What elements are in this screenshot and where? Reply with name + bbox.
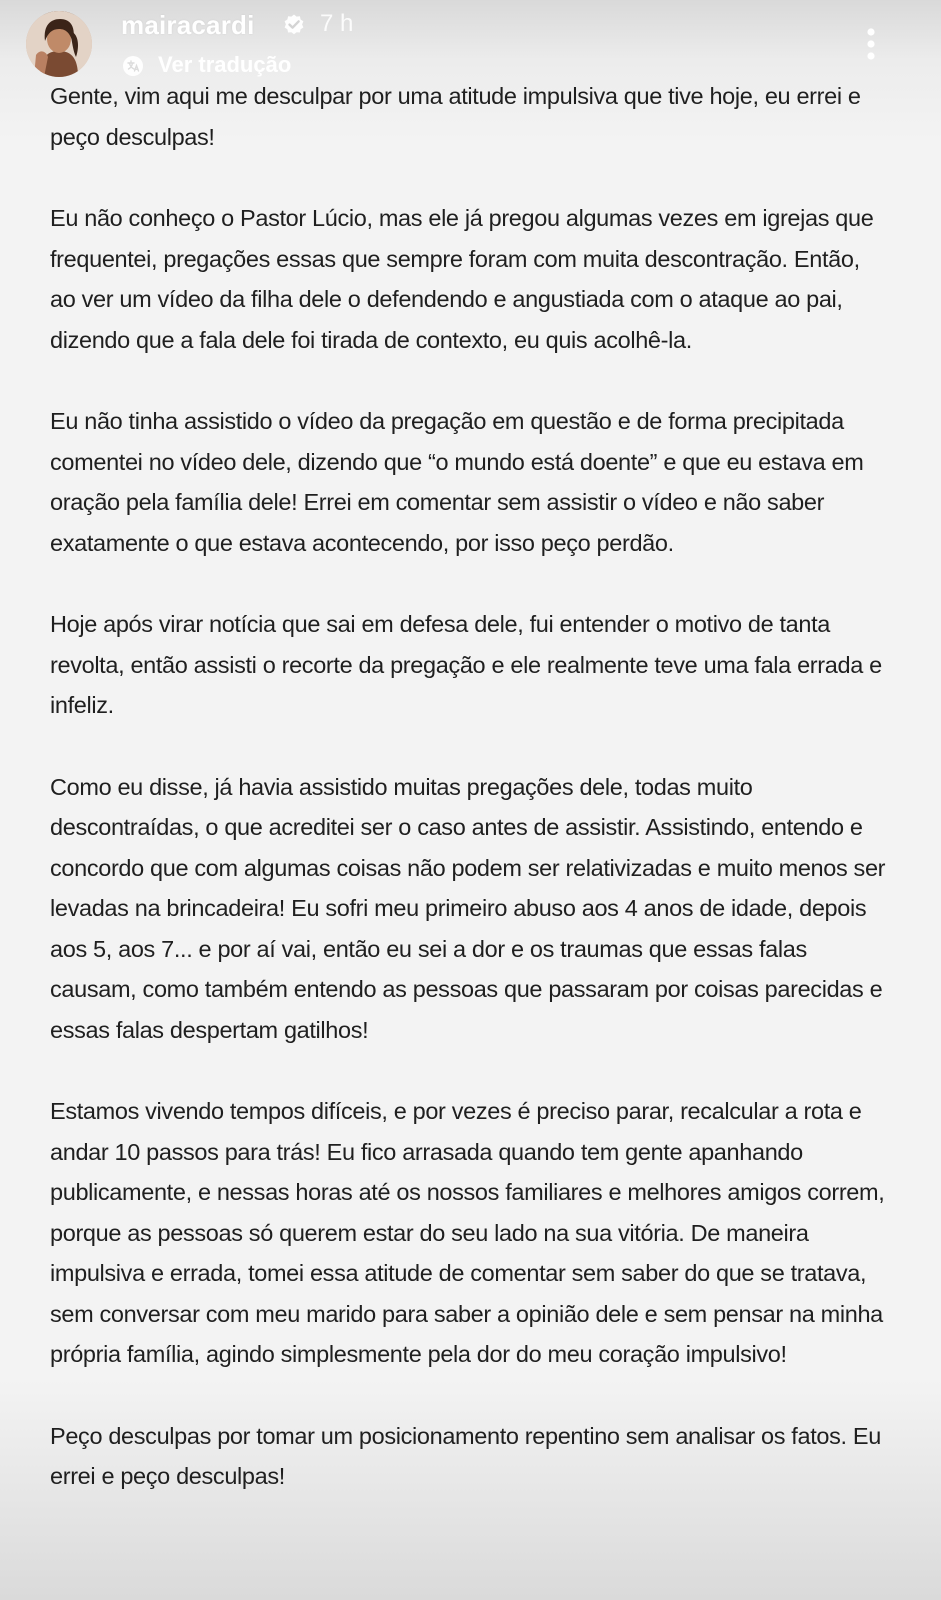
post-paragraph-1: Gente, vim aqui me desculpar por uma atitude impulsiva que tive hoje, eu errei e peço desculpas! (50, 83, 861, 150)
post-paragraph-4: Hoje após virar notícia que sai em defesa dele, fui entender o motivo de tanta revolta, então assisti o recorte da pregação e ele realmente teve uma fala errada e infeliz. (50, 611, 882, 718)
post-text (50, 76, 890, 1497)
post-paragraph-7: Peço desculpas por tomar um posicionamento repentino sem analisar os fatos. Eu errei e peço desculpas! (50, 1422, 881, 1489)
more-vertical-icon[interactable] (858, 24, 884, 64)
time-ago: 7 h (320, 10, 354, 37)
translate-icon (121, 54, 145, 78)
username[interactable]: mairacardi (121, 10, 255, 40)
post-paragraph-2: Eu não conheço o Pastor Lúcio, mas ele já pregou algumas vezes em igrejas que frequentei, pregações essas que sempre foram com muita descontração. Então, ao ver um vídeo da filha dele o defendendo e angustiada com o ataque ao pai, dizendo que a fala dele foi tirada de contexto, eu quis acolhê-la. (50, 205, 874, 353)
verified-badge-icon (282, 13, 306, 37)
post-paragraph-5: Como eu disse, já havia assistido muitas pregações dele, todas muito descontraídas, o que acreditei ser o caso antes de assistir. Assistindo, entendo e concordo que com algumas coisas não podem ser relativizadas e muito menos ser levadas na brincadeira! Eu sofri meu primeiro abuso aos 4 anos de idade, depois aos 5, aos 7... e por aí vai, então eu sei a dor e os traumas que essas falas causam, como também entendo as pessoas que passaram por coisas parecidas e essas falas despertam gatilhos! (50, 773, 886, 1043)
avatar-portrait-icon (26, 11, 92, 77)
post-paragraph-6: Estamos vivendo tempos difíceis, e por vezes é preciso parar, recalcular a rota e andar 10 passos para trás! Eu fico arrasada quando tem gente apanhando publicamente, e nessas horas até os nossos familiares e melhores amigos correm, porque as pessoas só querem estar do seu lado na sua vitória. De maneira impulsiva e errada, tomei essa atitude de comentar sem saber do que se tratava, sem conversar com meu marido para saber a opinião dele e sem pensar na minha própria família, agindo simplesmente pela dor do meu coração impulsivo! (50, 1098, 885, 1367)
post-paragraph-3: Eu não tinha assistido o vídeo da pregação em questão e de forma precipitada comentei no vídeo dele, dizendo que “o mundo está doente” e que eu estava em oração pela família dele! Errei em comentar sem assistir o vídeo e não saber exatamente o que estava acontecendo, por isso peço perdão. (50, 408, 864, 556)
translate-link[interactable]: Ver tradução (158, 52, 292, 77)
avatar[interactable] (26, 11, 92, 77)
